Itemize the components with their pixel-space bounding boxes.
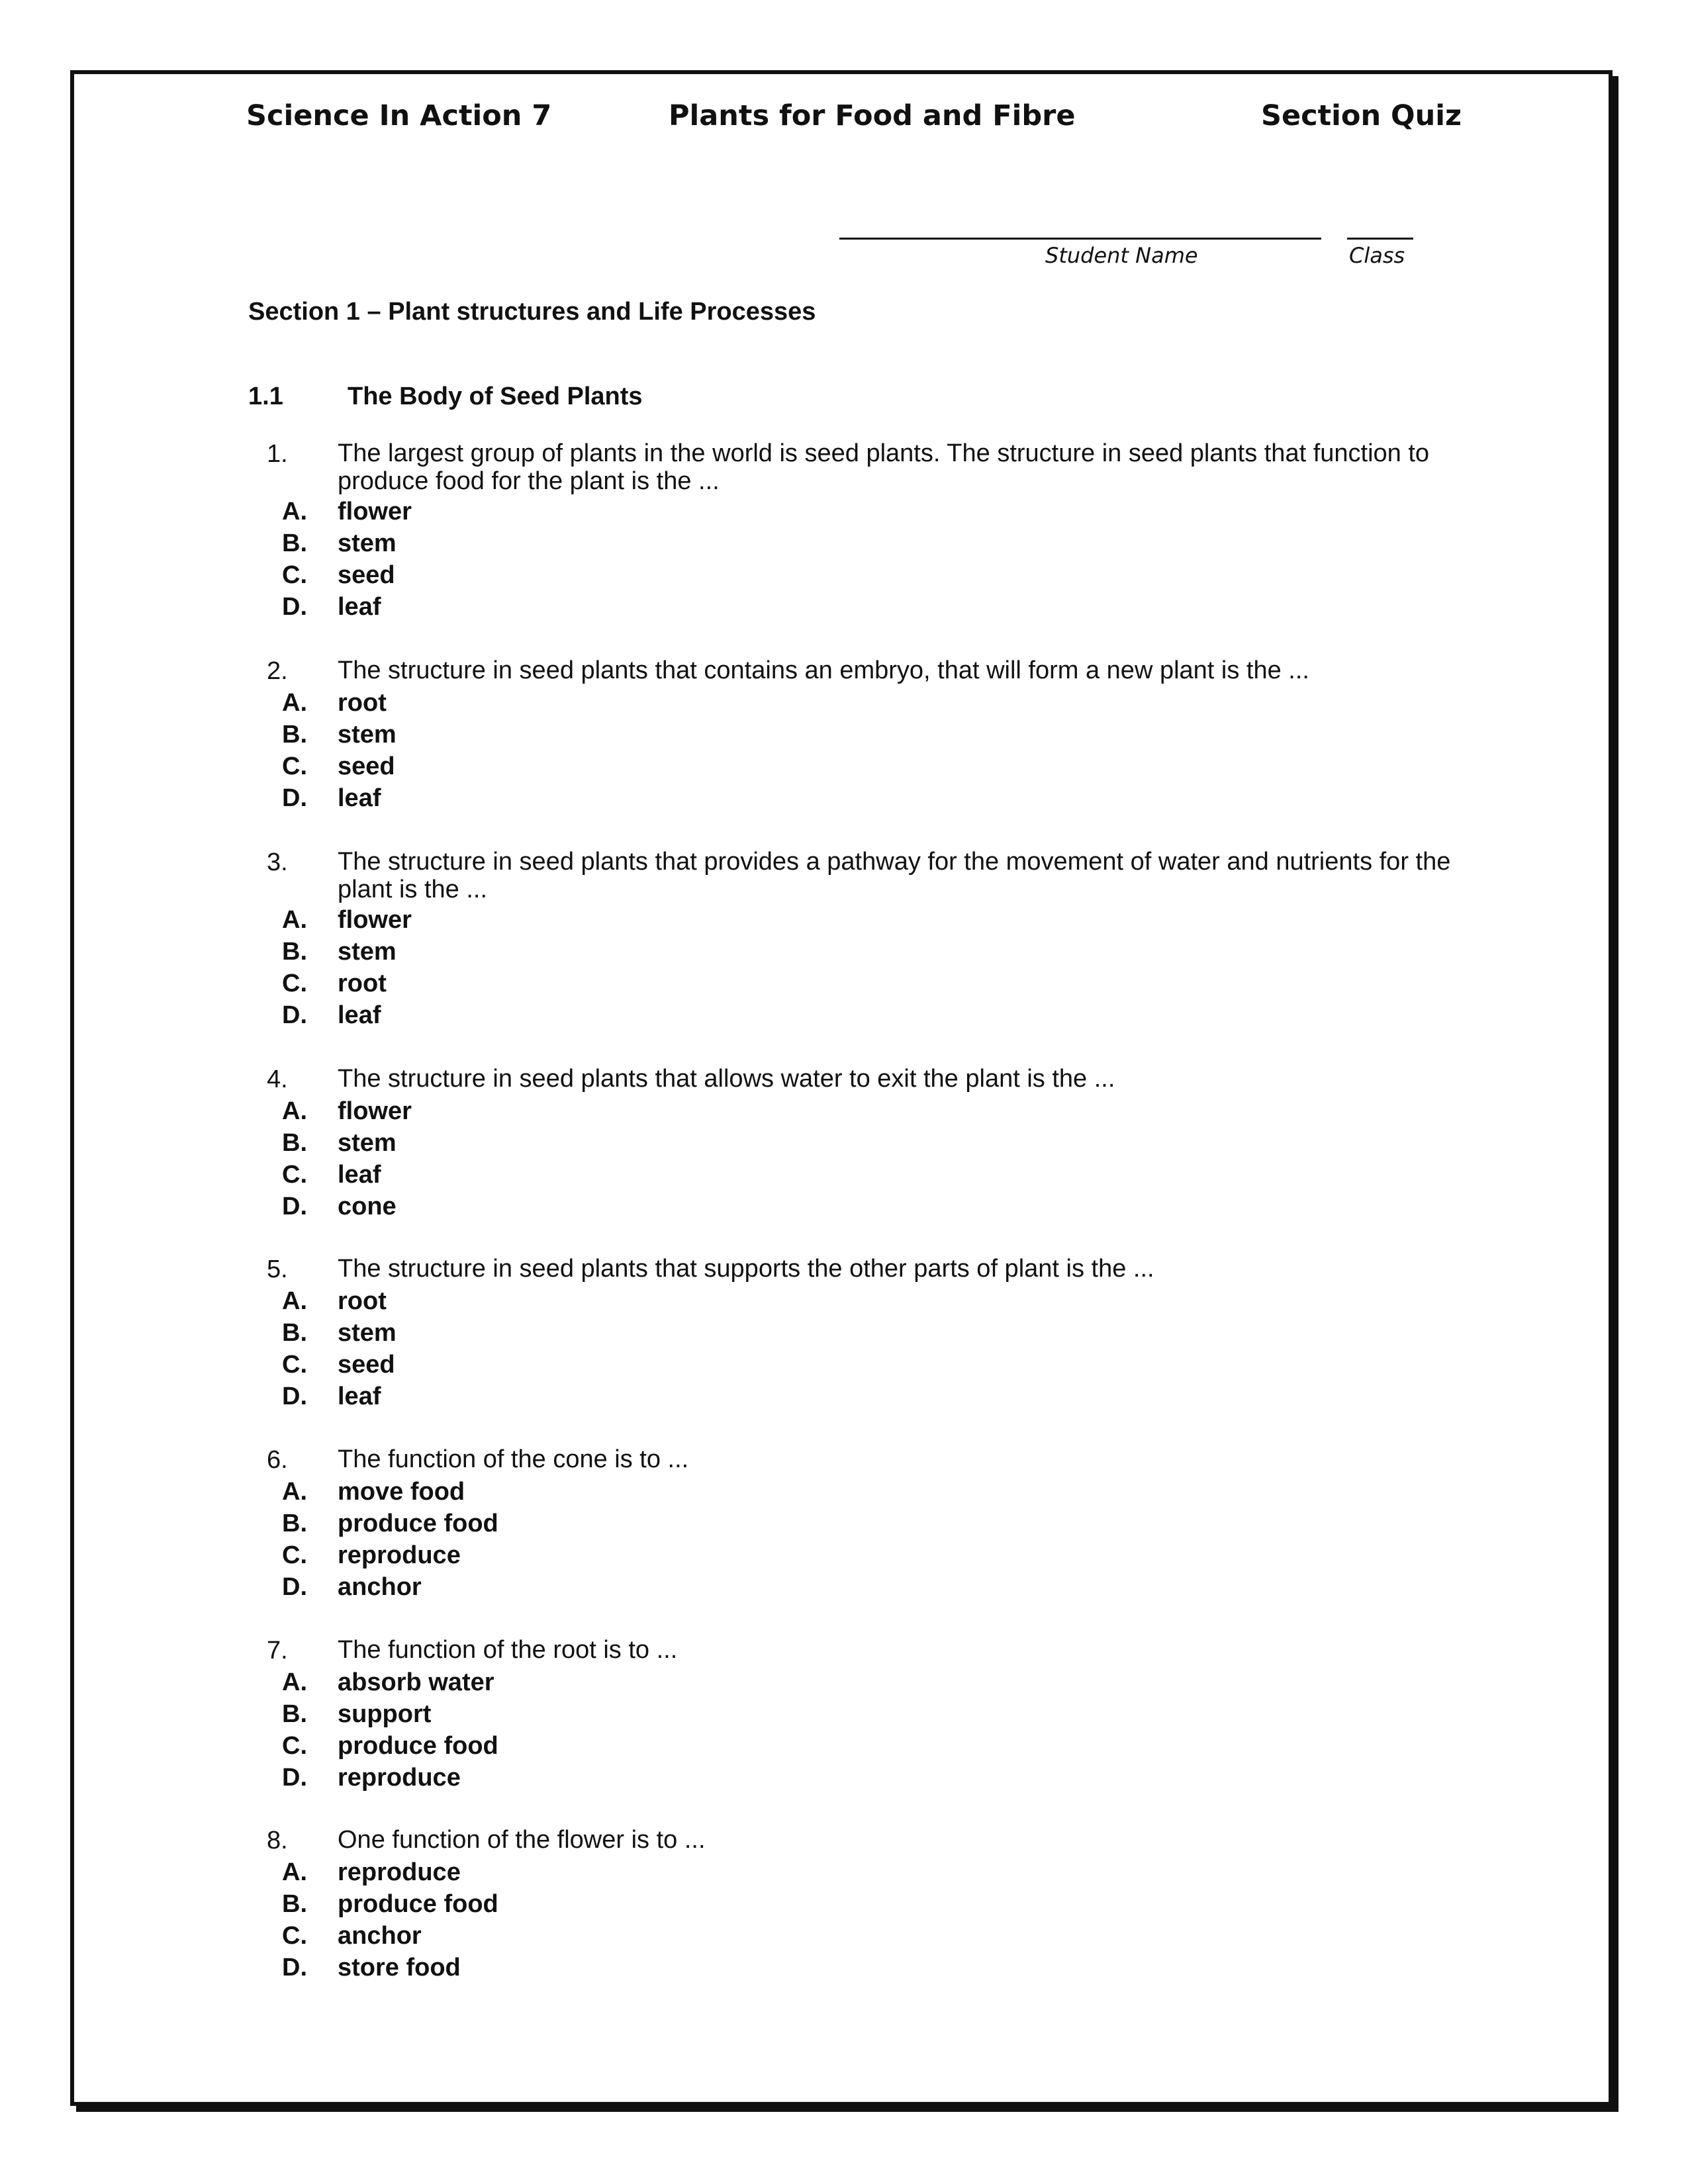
option-text: seed bbox=[338, 752, 395, 780]
option-text: seed bbox=[338, 561, 395, 589]
option-letter: B. bbox=[282, 1700, 307, 1728]
option-letter: B. bbox=[282, 938, 307, 966]
option-text: leaf bbox=[338, 1383, 381, 1410]
option-letter: D. bbox=[282, 1954, 307, 1981]
option-letter: B. bbox=[282, 529, 307, 557]
option-text: root bbox=[338, 1287, 387, 1315]
class-label: Class bbox=[1349, 243, 1405, 268]
option-text: leaf bbox=[338, 1001, 381, 1029]
option-letter: D. bbox=[282, 593, 307, 621]
option-text: anchor bbox=[338, 1573, 422, 1601]
option-text: reproduce bbox=[338, 1541, 461, 1569]
question-text: The structure in seed plants that allows water to exit the plant is the ... bbox=[338, 1065, 1115, 1093]
option-letter: D. bbox=[282, 1001, 307, 1029]
question-number: 2. bbox=[267, 657, 288, 685]
question-text: The structure in seed plants that contains an embryo, that will form a new plant is the ... bbox=[338, 657, 1309, 684]
option-text: produce food bbox=[338, 1890, 498, 1918]
option-text: flower bbox=[338, 1097, 412, 1125]
option-text: support bbox=[338, 1700, 432, 1728]
course-title: Science In Action 7 bbox=[246, 99, 552, 132]
unit-title: Plants for Food and Fibre bbox=[669, 99, 1076, 132]
option-text: move food bbox=[338, 1478, 465, 1506]
option-text: reproduce bbox=[338, 1858, 461, 1886]
option-letter: C. bbox=[282, 1161, 307, 1189]
option-text: leaf bbox=[338, 784, 381, 812]
option-letter: A. bbox=[282, 1858, 307, 1886]
option-text: seed bbox=[338, 1351, 395, 1379]
option-letter: C. bbox=[282, 970, 307, 997]
option-text: leaf bbox=[338, 593, 381, 621]
option-text: stem bbox=[338, 529, 397, 557]
option-letter: C. bbox=[282, 1922, 307, 1950]
question-number: 7. bbox=[267, 1637, 288, 1664]
option-letter: A. bbox=[282, 1478, 307, 1506]
option-text: cone bbox=[338, 1193, 397, 1220]
option-letter: B. bbox=[282, 1890, 307, 1918]
option-letter: B. bbox=[282, 1510, 307, 1537]
option-letter: A. bbox=[282, 1287, 307, 1315]
option-letter: B. bbox=[282, 721, 307, 749]
question-number: 1. bbox=[267, 440, 288, 468]
class-line[interactable] bbox=[1347, 238, 1413, 240]
question-number: 5. bbox=[267, 1255, 288, 1283]
question-number: 6. bbox=[267, 1446, 288, 1474]
option-letter: C. bbox=[282, 1732, 307, 1760]
question-number: 3. bbox=[267, 848, 288, 876]
option-text: stem bbox=[338, 1319, 397, 1347]
question-text: The structure in seed plants that provides a pathway for the movement of water and nutrients for the plant is the ... bbox=[338, 848, 1451, 903]
option-text: flower bbox=[338, 498, 412, 525]
option-text: stem bbox=[338, 938, 397, 966]
option-letter: C. bbox=[282, 1541, 307, 1569]
option-text: root bbox=[338, 970, 387, 997]
option-letter: A. bbox=[282, 498, 307, 525]
option-letter: A. bbox=[282, 1668, 307, 1696]
question-text: The function of the cone is to ... bbox=[338, 1445, 689, 1473]
question-text: The largest group of plants in the world is seed plants. The structure in seed plants that function to produce food for the plant is the ... bbox=[338, 439, 1430, 495]
option-text: reproduce bbox=[338, 1764, 461, 1792]
question-number: 8. bbox=[267, 1827, 288, 1854]
option-text: flower bbox=[338, 906, 412, 934]
option-text: produce food bbox=[338, 1510, 498, 1537]
question-text: The structure in seed plants that supports the other parts of plant is the ... bbox=[338, 1255, 1154, 1283]
option-letter: C. bbox=[282, 561, 307, 589]
option-letter: B. bbox=[282, 1129, 307, 1157]
subsection-title: The Body of Seed Plants bbox=[348, 383, 643, 410]
student-name-label: Student Name bbox=[1045, 243, 1198, 268]
subsection-number: 1.1 bbox=[248, 383, 283, 410]
option-text: store food bbox=[338, 1954, 461, 1981]
option-text: stem bbox=[338, 721, 397, 749]
option-text: root bbox=[338, 689, 387, 717]
question-text: The function of the root is to ... bbox=[338, 1636, 678, 1664]
student-name-line[interactable] bbox=[839, 238, 1321, 240]
option-text: absorb water bbox=[338, 1668, 494, 1696]
option-letter: A. bbox=[282, 1097, 307, 1125]
option-letter: D. bbox=[282, 1764, 307, 1792]
section-title: Section 1 – Plant structures and Life Processes bbox=[248, 298, 816, 326]
option-text: produce food bbox=[338, 1732, 498, 1760]
question-number: 4. bbox=[267, 1066, 288, 1093]
option-letter: D. bbox=[282, 1383, 307, 1410]
option-letter: C. bbox=[282, 752, 307, 780]
option-letter: B. bbox=[282, 1319, 307, 1347]
option-letter: C. bbox=[282, 1351, 307, 1379]
question-text: One function of the flower is to ... bbox=[338, 1826, 706, 1854]
option-text: stem bbox=[338, 1129, 397, 1157]
option-text: anchor bbox=[338, 1922, 422, 1950]
quiz-type: Section Quiz bbox=[1261, 99, 1462, 132]
option-letter: A. bbox=[282, 689, 307, 717]
option-letter: D. bbox=[282, 1193, 307, 1220]
option-text: leaf bbox=[338, 1161, 381, 1189]
option-letter: D. bbox=[282, 784, 307, 812]
option-letter: D. bbox=[282, 1573, 307, 1601]
option-letter: A. bbox=[282, 906, 307, 934]
